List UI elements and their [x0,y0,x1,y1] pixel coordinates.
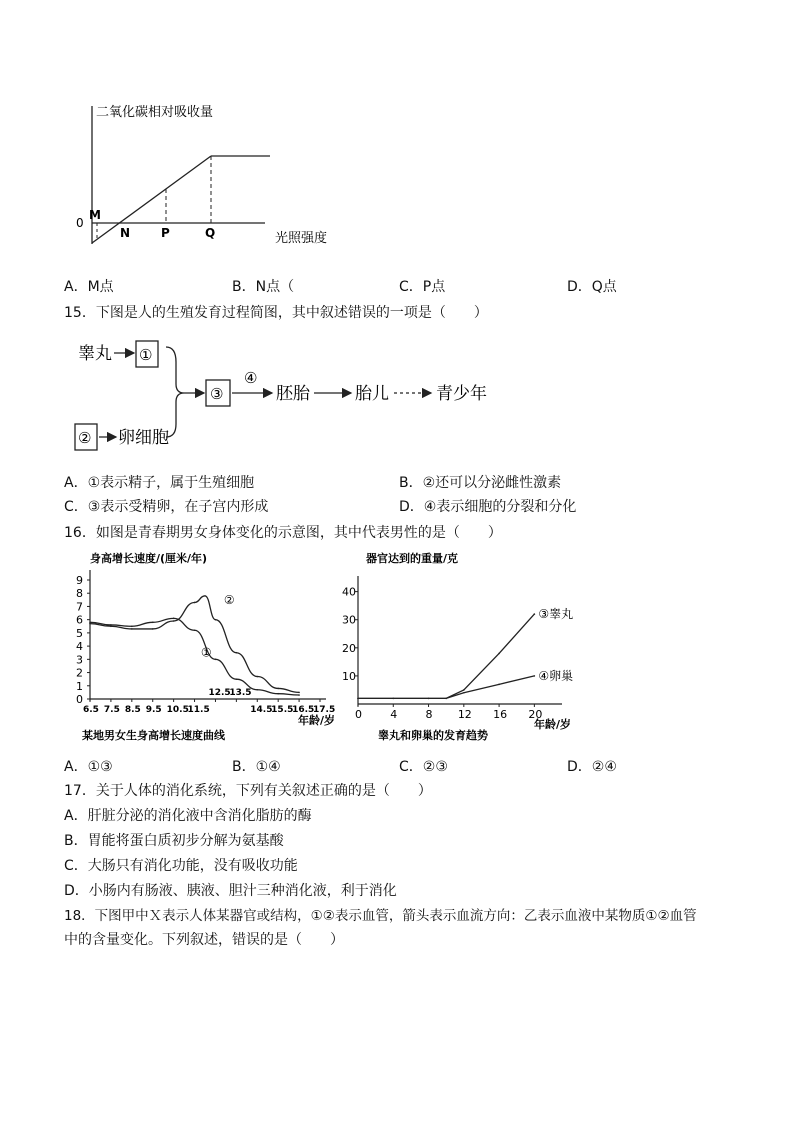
q18-stem-line1: 18．下图甲中Ｘ表示人体某器官或结构，①②表示血管，箭头表示血流方向：乙表示血液中某物质①②血管 [64,908,697,924]
chart2-point [534,613,536,615]
chart2-point [357,698,359,700]
chart1-xtick-label: 12.5 [208,688,231,698]
chart2-ytick-label: 10 [342,669,356,683]
q17-option-b: B．胃能将蛋白质初步分解为氨基酸 [64,833,284,849]
chart2-ytick-label: 30 [342,613,356,627]
q16-option-a: A．①③ [64,759,113,775]
chart1-ytick-label: 0 [76,693,83,706]
curve-rise [92,156,211,243]
q17-option-c: C．大肠只有消化功能，没有吸收功能 [64,858,298,874]
origin-label: 0 [76,216,84,230]
q17-stem: 17．关于人体的消化系统，下列有关叙述正确的是（ ） [64,783,432,799]
q17-option-a: A．肝脏分泌的消化液中含消化脂肪的酶 [64,808,312,824]
q14-option-a: A．M点 [64,279,114,295]
chart2-xtick-label: 16 [493,708,508,721]
chart1-series-2 [90,596,299,693]
chart1-point [236,652,238,654]
chart1-point [277,693,279,695]
chart1-series-1-label: ① [200,645,212,660]
chart1-point [215,659,217,661]
chart2-ytick-label: 20 [342,641,356,655]
chart2-title: 睾丸和卵巢的发育趋势 [378,729,488,742]
chart2-point [498,653,500,655]
chart2-point [463,692,465,694]
q16-option-b: B．①④ [232,759,281,775]
chart1-point [194,629,196,631]
chart2-xtick-label: 8 [425,708,433,721]
chart2-xtick-label: 20 [528,708,543,721]
chart2-xlabel: 年龄/岁 [534,718,572,731]
chart1-xtick-label: 17.5 [313,705,336,715]
chart2-xtick-label: 0 [355,708,362,721]
chart1-point [131,625,133,627]
chart2-point [445,698,447,700]
fig1-xlabel: 光照强度 [275,231,328,246]
q15-stem: 15．下图是人的生殖发育过程简图，其中叙述错误的一项是（ ） [64,305,488,321]
chart1-point [89,623,91,625]
embryo-label: 胚胎 [276,384,310,404]
chart1-ytick-label: 6 [76,613,83,627]
chart1-xtick-label: 13.5 [229,688,252,698]
box-1-label: ① [139,346,153,364]
q17-option-d: D．小肠内有肠液、胰液、胆汁三种消化液，利于消化 [64,883,397,899]
chart2-xtick-label: 4 [390,708,398,721]
step-4-label: ④ [244,369,258,387]
chart1-point [236,678,238,680]
chart1-point [256,676,258,678]
brace [166,347,184,437]
chart2-point [498,684,500,686]
fetus-label: 胎儿 [355,384,389,404]
chart1-point [277,688,279,690]
chart2-point [463,689,465,691]
chart2-series-2 [358,676,534,698]
chart2-series-1-label: ③睾丸 [538,607,574,622]
chart1-point [256,689,258,691]
chart1-ytick-label: 1 [76,679,83,693]
chart1-point [194,602,196,604]
chart1-series-2-label: ② [223,592,235,607]
chart1-point [204,595,206,597]
chart2-point [428,698,430,700]
q15-option-d: D．④表示细胞的分裂和分化 [399,499,577,515]
chart1-ylabel: 身高增长速度/(厘米/年) [90,552,208,565]
chart1-point [173,620,175,622]
youth-label: 青少年 [436,384,487,404]
chart1-xtick-label: 14.5 [250,705,273,715]
chart1-xtick-label: 16.5 [292,705,315,715]
q18-stem-line2: 中的含量变化。下列叙述，错误的是（ ） [64,932,344,948]
chart2-series-2-label: ④卵巢 [538,668,574,683]
chart2-point [392,698,394,700]
chart1-title: 某地男女生身高增长速度曲线 [82,729,225,742]
chart1-xtick-label: 15.5 [271,705,294,715]
chart1-point [110,625,112,627]
chart1-ytick-label: 2 [76,666,83,680]
chart1-point [173,618,175,620]
fig1-ylabel: 二氧化碳相对吸收量 [96,105,214,120]
q14-option-b: B．N点（ [232,279,295,295]
q15-option-a: A．①表示精子，属于生殖细胞 [64,475,255,491]
box-3-label: ③ [210,385,224,403]
chart1-xtick-label: 6.5 [83,705,99,715]
chart1-ytick-label: 5 [76,626,83,640]
chart1-point [298,694,300,696]
chart1-ytick-label: 9 [76,574,83,587]
ovum-label: 卵细胞 [118,428,169,448]
q16-option-c: C．②③ [399,759,448,775]
chart1-ytick-label: 7 [76,600,83,614]
chart1-ytick-label: 4 [76,640,83,654]
chart1-xtick-label: 9.5 [145,705,162,715]
point-p: P [161,226,170,240]
chart2-ylabel: 器官达到的重量/克 [366,552,459,565]
q14-option-c: C．P点 [399,279,446,295]
chart1-xtick-label: 7.5 [103,705,120,715]
chart2-xtick-label: 12 [457,708,472,721]
box-2-label: ② [78,429,92,447]
chart1-point [298,692,300,694]
q15-option-c: C．③表示受精卵，在子宫内形成 [64,499,269,515]
chart1-ytick-label: 8 [76,587,83,601]
testis-label: 睾丸 [78,344,112,364]
chart1-point [152,622,154,624]
chart1-xtick-label: 10.5 [166,705,189,715]
chart2-ytick-label: 40 [342,585,356,599]
chart1-xlabel: 年龄/岁 [298,714,336,727]
chart1-point [131,628,133,630]
photosynthesis-graph [70,98,350,248]
point-q: Q [205,226,216,240]
height-growth-chart [62,548,362,746]
organ-weight-chart [330,548,590,746]
point-n: N [120,226,131,240]
chart2-series-1 [358,614,534,698]
reproduction-diagram [64,332,504,452]
q16-stem: 16．如图是青春期男女身体变化的示意图，其中代表男性的是（ ） [64,525,502,541]
q15-option-b: B．②还可以分泌雌性激素 [399,475,562,491]
chart1-ytick-label: 3 [76,653,83,667]
q16-option-d: D．②④ [567,759,617,775]
chart2-point [534,675,536,677]
chart1-point [215,619,217,621]
point-m: M [89,208,101,222]
q14-option-d: D．Q点 [567,279,617,295]
chart1-xtick-label: 11.5 [187,705,210,715]
chart1-xtick-label: 8.5 [124,705,141,715]
chart1-point [152,628,154,630]
